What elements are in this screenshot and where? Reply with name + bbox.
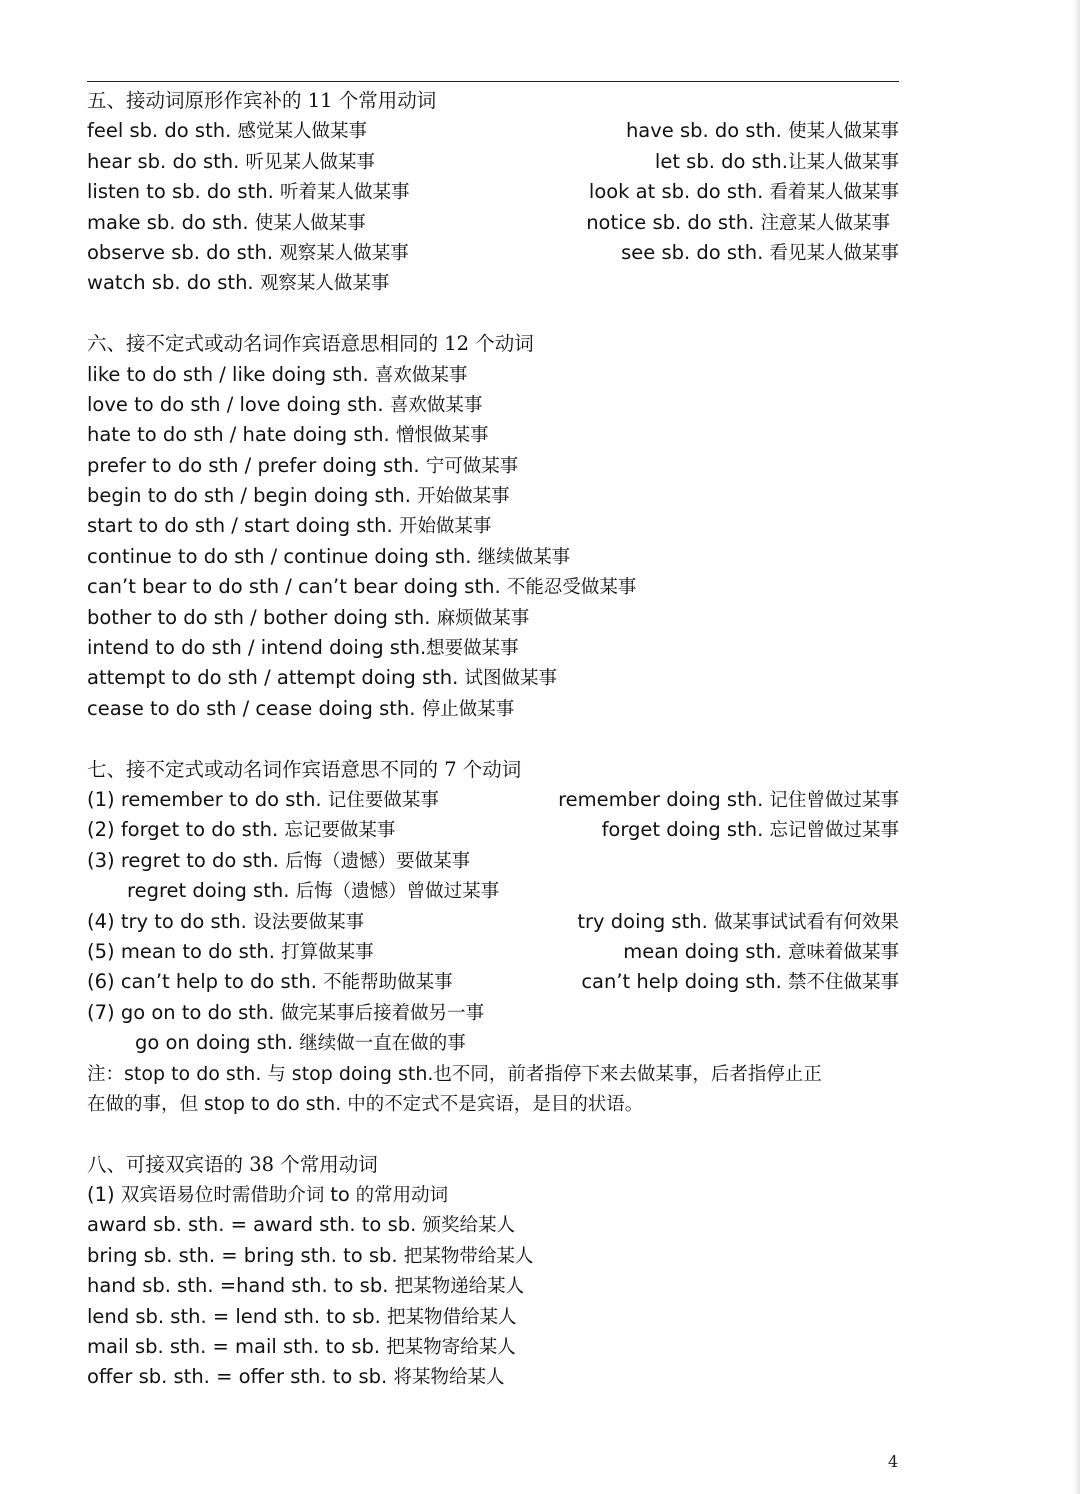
list-item: start to do sth / start doing sth. 开始做某事 (87, 514, 492, 538)
section-7-row (87, 937, 899, 967)
list-item: hate to do sth / hate doing sth. 憎恨做某事 (87, 423, 489, 447)
section-7-row (87, 907, 899, 937)
entry-right: let sb. do sth.让某人做某事 (654, 149, 899, 173)
section-6-heading: 六、接不定式或动名词作宾语意思相同的 12 个动词 (87, 332, 534, 356)
entry-left: (2) forget to do sth. 忘记要做某事 (87, 818, 396, 842)
spacer (87, 299, 899, 329)
entry-right: remember doing sth. 记住曾做过某事 (558, 787, 899, 811)
list-item: award sb. sth. = award sth. to sb. 颁奖给某人 (87, 1213, 516, 1237)
section-8-subheading: (1) 双宾语易位时需借助介词 to 的常用动词 (87, 1183, 449, 1207)
spacer (87, 724, 899, 754)
entry-left: feel sb. do sth. 感觉某人做某事 (87, 119, 367, 143)
section-5-row (87, 147, 899, 177)
list-item: hand sb. sth. =hand sth. to sb. 把某物递给某人 (87, 1274, 525, 1298)
page-edge-shadow (1073, 0, 1080, 1494)
section-7-row (87, 1028, 899, 1058)
document-body (87, 86, 899, 1393)
list-item: lend sb. sth. = lend sth. to sb. 把某物借给某人 (87, 1304, 517, 1328)
entry-right: see sb. do sth. 看见某人做某事 (621, 240, 899, 264)
section-5-row (87, 116, 899, 146)
list-item: like to do sth / like doing sth. 喜欢做某事 (87, 362, 468, 386)
list-item: intend to do sth / intend doing sth.想要做某事 (87, 636, 519, 660)
entry-left: hear sb. do sth. 听见某人做某事 (87, 149, 376, 173)
list-item: begin to do sth / begin doing sth. 开始做某事 (87, 484, 510, 508)
entry-right: notice sb. do sth. 注意某人做某事 (586, 210, 890, 234)
top-rule (87, 81, 899, 82)
section-5-row (87, 238, 899, 268)
section-7-row (87, 876, 899, 906)
section-5-row (87, 208, 899, 238)
section-7-row (87, 815, 899, 845)
entry-left: (6) can’t help to do sth. 不能帮助做某事 (87, 970, 453, 994)
entry-right: mean doing sth. 意味着做某事 (623, 939, 899, 963)
list-item: mail sb. sth. = mail sth. to sb. 把某物寄给某人 (87, 1335, 516, 1359)
entry-left: listen to sb. do sth. 听着某人做某事 (87, 180, 410, 204)
entry-left: (4) try to do sth. 设法要做某事 (87, 909, 365, 933)
entry-indented: go on doing sth. 继续做一直在做的事 (135, 1031, 466, 1055)
list-item: can’t bear to do sth / can’t bear doing sth. 不能忍受做某事 (87, 575, 637, 599)
entry-left: (3) regret to do sth. 后悔（遗憾）要做某事 (87, 848, 471, 872)
section-7-row (87, 967, 899, 997)
note-line: 在做的事，但 stop to do sth. 中的不定式不是宾语，是目的状语。 (87, 1092, 644, 1115)
list-item: bother to do sth / bother doing sth. 麻烦做某事 (87, 605, 530, 629)
list-item: bring sb. sth. = bring sth. to sb. 把某物带给某人 (87, 1243, 534, 1267)
section-5-row (87, 177, 899, 207)
section-7-row (87, 785, 899, 815)
list-item: continue to do sth / continue doing sth. 继续做某事 (87, 544, 571, 568)
list-item: prefer to do sth / prefer doing sth. 宁可做某事 (87, 453, 519, 477)
list-item: attempt to do sth / attempt doing sth. 试图做某事 (87, 666, 558, 690)
list-item: love to do sth / love doing sth. 喜欢做某事 (87, 392, 483, 416)
entry-right: look at sb. do sth. 看着某人做某事 (588, 180, 899, 204)
section-7-row (87, 998, 899, 1028)
note-line: 注：stop to do sth. 与 stop doing sth.也不同，前者指停下来去做某事，后者指停止正 (87, 1062, 822, 1085)
section-7-heading: 七、接不定式或动名词作宾语意思不同的 7 个动词 (87, 757, 522, 781)
entry-right: can’t help doing sth. 禁不住做某事 (581, 970, 899, 994)
entry-right: try doing sth. 做某事试试看有何效果 (577, 909, 899, 933)
entry-left: (5) mean to do sth. 打算做某事 (87, 939, 374, 963)
entry-indented: regret doing sth. 后悔（遗憾）曾做过某事 (127, 879, 500, 903)
entry-right: forget doing sth. 忘记曾做过某事 (601, 818, 899, 842)
entry-left: watch sb. do sth. 观察某人做某事 (87, 271, 390, 295)
section-8-heading: 八、可接双宾语的 38 个常用动词 (87, 1152, 378, 1176)
entry-left: make sb. do sth. 使某人做某事 (87, 210, 366, 234)
spacer (87, 1119, 899, 1149)
entry-right: have sb. do sth. 使某人做某事 (625, 119, 899, 143)
section-5-heading: 五、接动词原形作宾补的 11 个常用动词 (87, 89, 437, 112)
list-item: offer sb. sth. = offer sth. to sb. 将某物给某人 (87, 1365, 505, 1389)
page-number: 4 (888, 1452, 899, 1471)
entry-left: (1) remember to do sth. 记住要做某事 (87, 787, 439, 811)
section-7-row (87, 846, 899, 876)
section-5-row (87, 268, 899, 298)
entry-left: observe sb. do sth. 观察某人做某事 (87, 240, 409, 264)
list-item: cease to do sth / cease doing sth. 停止做某事 (87, 696, 515, 720)
entry-left: (7) go on to do sth. 做完某事后接着做另一事 (87, 1000, 485, 1024)
